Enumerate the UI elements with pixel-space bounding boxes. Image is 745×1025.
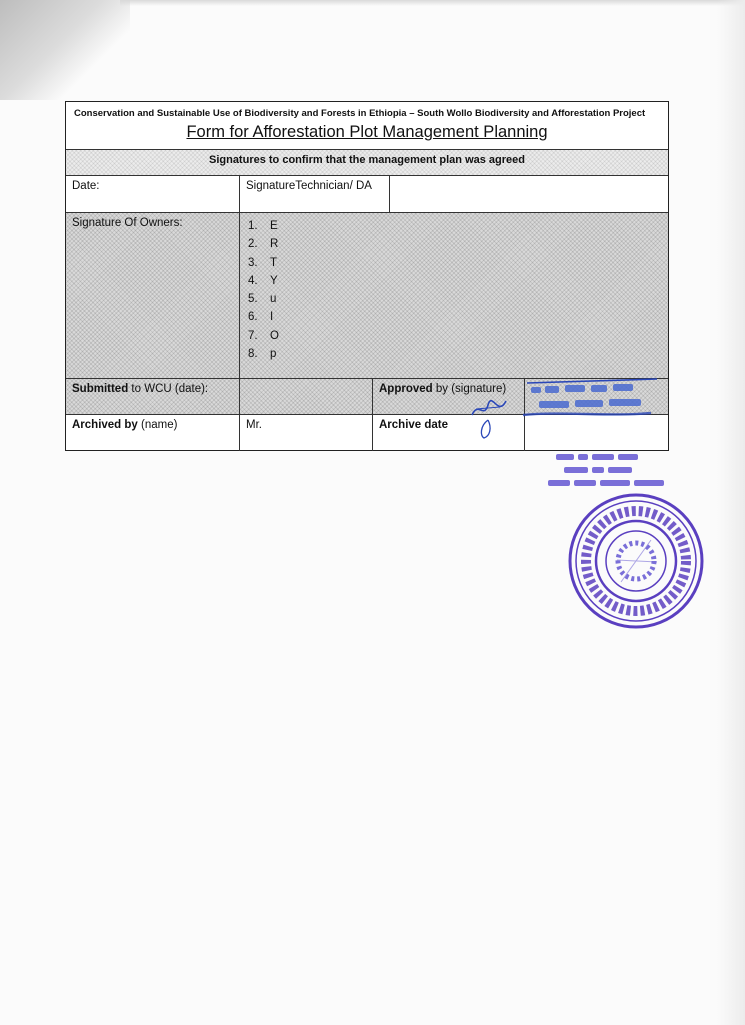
signatures-header-row bbox=[66, 150, 668, 176]
round-official-seal-icon bbox=[565, 490, 707, 632]
archived-label-cell bbox=[66, 415, 240, 451]
technician-label: SignatureTechnician/ DA bbox=[246, 180, 372, 192]
page-right-edge bbox=[717, 0, 745, 1025]
archive-date-label: Archive date bbox=[379, 419, 449, 431]
owner-item: 2. R bbox=[248, 238, 279, 251]
owners-label-cell bbox=[66, 213, 240, 378]
approved-label: Approved by (signature) bbox=[379, 383, 507, 395]
owner-item: 1. E bbox=[248, 220, 278, 232]
date-cell[interactable] bbox=[66, 176, 240, 212]
technician-cell[interactable] bbox=[240, 176, 390, 212]
rectangular-ink-stamp-icon bbox=[521, 377, 663, 423]
date-label: Date: bbox=[72, 180, 100, 192]
owner-item: 4. Y bbox=[248, 274, 278, 287]
folded-corner-shadow bbox=[0, 0, 130, 100]
submitted-date-cell[interactable] bbox=[240, 379, 373, 414]
form-title: Form for Afforestation Plot Management Planning bbox=[186, 123, 548, 141]
archived-label: Archived by (name) bbox=[72, 419, 178, 431]
owners-label: Signature Of Owners: bbox=[72, 217, 183, 229]
technician-signature-cell[interactable] bbox=[390, 176, 668, 212]
owner-item: 6. I bbox=[248, 311, 274, 324]
owner-item: 3. T bbox=[248, 256, 278, 269]
submitted-label-cell bbox=[66, 379, 240, 414]
owners-list-cell[interactable] bbox=[240, 213, 668, 378]
archived-name-cell[interactable] bbox=[240, 415, 373, 451]
owners-row bbox=[66, 213, 668, 379]
owner-item: 7. O bbox=[248, 329, 279, 342]
signatures-header: Signatures to confirm that the management plan was agreed bbox=[208, 154, 525, 166]
page-top-edge bbox=[120, 0, 745, 6]
project-title: Conservation and Sustainable Use of Biodiversity and Forests in Ethiopia – South Wollo Biodiversity and Afforestation Project bbox=[74, 108, 646, 119]
form-header-row bbox=[66, 102, 668, 150]
amharic-stamp-lines-icon bbox=[546, 452, 671, 492]
archived-name-value: Mr. bbox=[246, 419, 262, 431]
owner-item: 8. p bbox=[248, 348, 277, 361]
submitted-label: Submitted to WCU (date): bbox=[72, 383, 209, 395]
owner-item: 5. u bbox=[248, 293, 277, 306]
date-technician-row bbox=[66, 176, 668, 213]
archive-date-scribble bbox=[478, 418, 494, 440]
owners-list bbox=[240, 213, 668, 363]
